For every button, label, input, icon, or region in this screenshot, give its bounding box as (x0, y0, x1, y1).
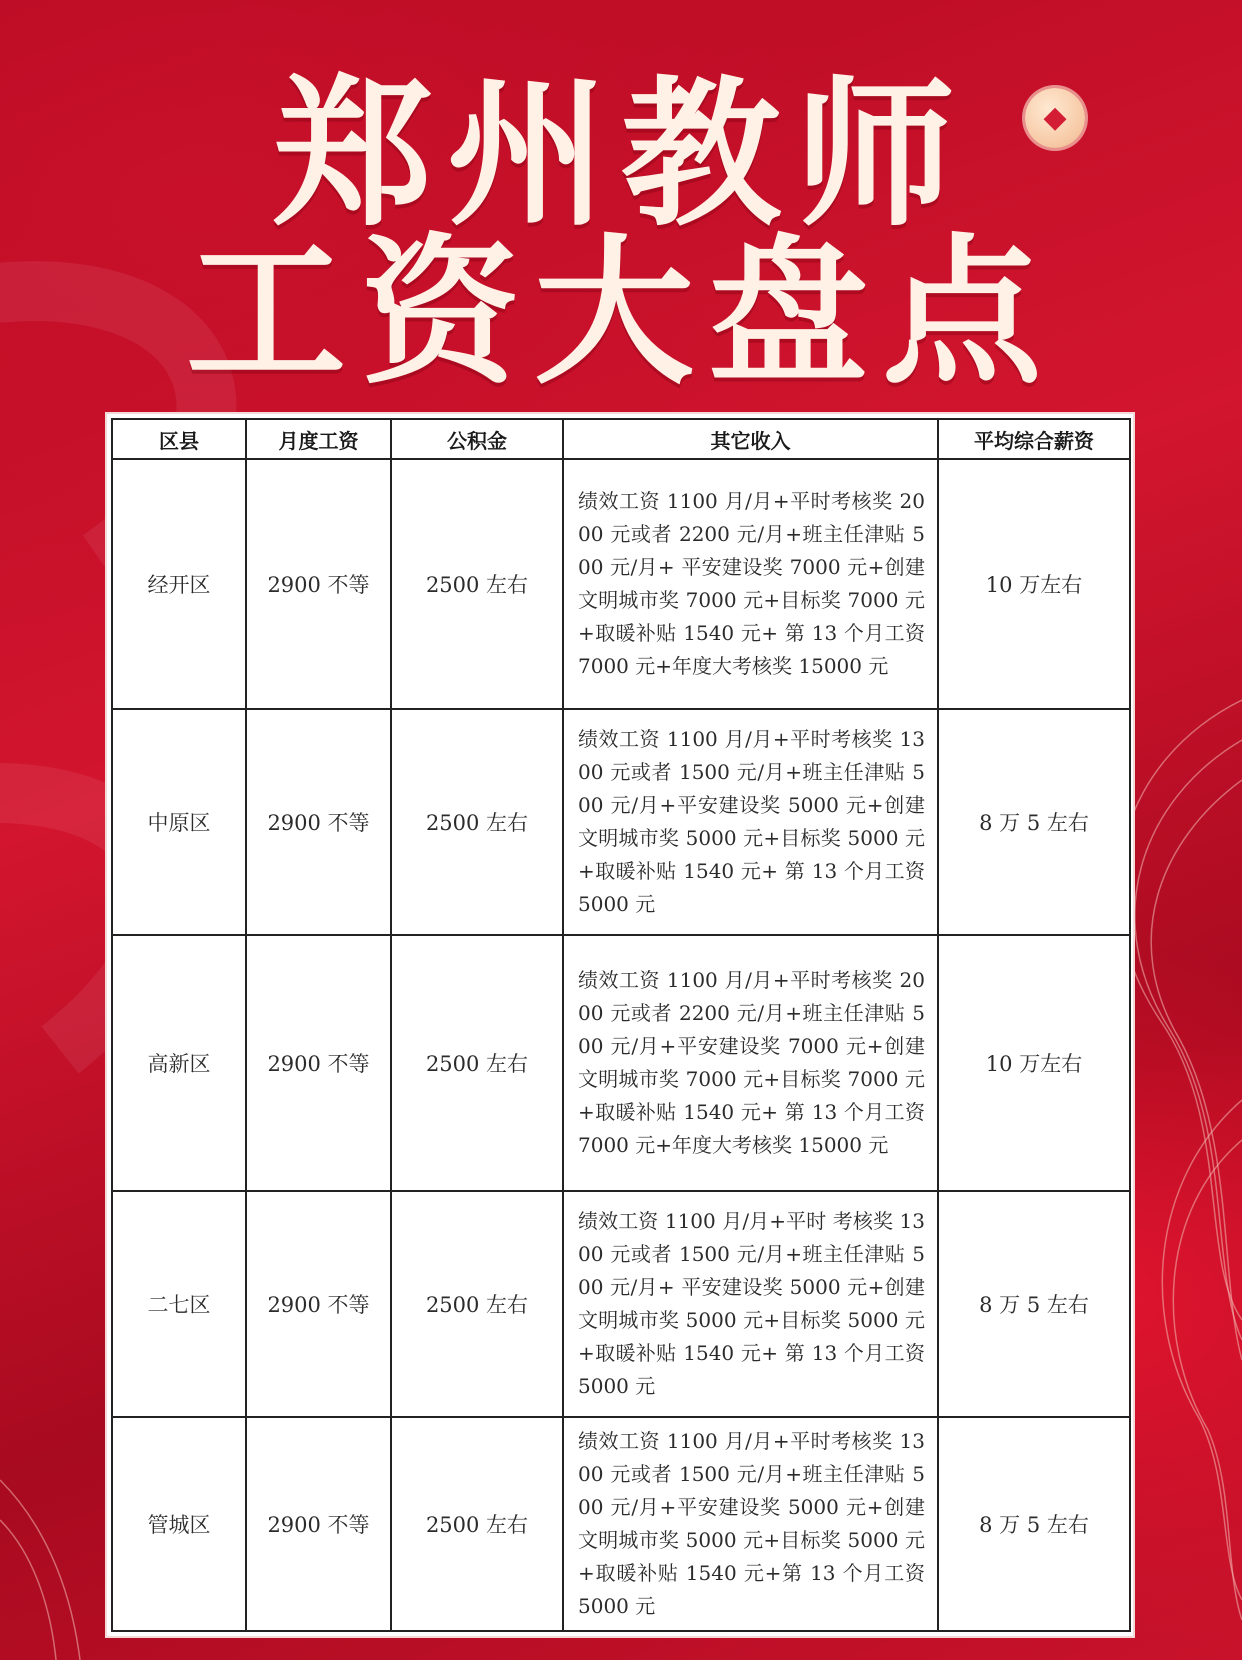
header-housing-fund: 公积金 (391, 419, 563, 459)
table-row (112, 709, 1130, 935)
cell-average-total: 8 万 5 左右 (938, 709, 1130, 935)
page-title-line-1: 郑州教师 (272, 61, 969, 248)
cell-average-total: 10 万左右 (938, 459, 1130, 709)
cell-housing-fund: 2500 左右 (391, 935, 563, 1191)
cell-district: 管城区 (112, 1417, 246, 1631)
cell-housing-fund: 2500 左右 (391, 1191, 563, 1417)
cell-district: 二七区 (112, 1191, 246, 1417)
cell-housing-fund: 2500 左右 (391, 1417, 563, 1631)
table-row (112, 1417, 1130, 1631)
cell-district: 高新区 (112, 935, 246, 1191)
cell-monthly-salary: 2900 不等 (246, 1417, 391, 1631)
header-district: 区县 (112, 419, 246, 459)
cell-district: 中原区 (112, 709, 246, 935)
cell-housing-fund: 2500 左右 (391, 709, 563, 935)
cell-housing-fund: 2500 左右 (391, 459, 563, 709)
table-row (112, 1191, 1130, 1417)
cell-monthly-salary: 2900 不等 (246, 709, 391, 935)
cell-other-income: 绩效工资 1100 月/月+平时考核奖 1300 元或者 1500 元/月+班主任津贴 500 元/月+平安建设奖 5000 元+创建文明城市奖 5000 元+目标奖 5000 元+取暖补贴 1540 元+ 第 13 个月工资 5000 元 (563, 709, 938, 935)
cell-monthly-salary: 2900 不等 (246, 1191, 391, 1417)
header-average-total: 平均综合薪资 (938, 419, 1130, 459)
cell-average-total: 10 万左右 (938, 935, 1130, 1191)
table-row (112, 935, 1130, 1191)
header-monthly-salary: 月度工资 (246, 419, 391, 459)
cell-other-income: 绩效工资 1100 月/月+平时 考核奖 1300 元或者 1500 元/月+班主任津贴 500 元/月+ 平安建设奖 5000 元+创建文明城市奖 5000 元+目标奖 5000 元+取暖补贴 1540 元+ 第 13 个月工资 5000 元 (563, 1191, 938, 1417)
table-row (112, 459, 1130, 709)
cell-average-total: 8 万 5 左右 (938, 1417, 1130, 1631)
cell-other-income: 绩效工资 1100 月/月+平时考核奖 2000 元或者 2200 元/月+班主任津贴 500 元/月+平安建设奖 7000 元+创建文明城市奖 7000 元+目标奖 7000 元+取暖补贴 1540 元+ 第 13 个月工资 7000 元+年度大考核奖 15000 元 (563, 935, 938, 1191)
cell-other-income: 绩效工资 1100 月/月+平时考核奖 2000 元或者 2200 元/月+班主任津贴 500 元/月+ 平安建设奖 7000 元+创建文明城市奖 7000 元+目标奖 7000 元+取暖补贴 1540 元+ 第 13 个月工资 7000 元+年度大考核奖 15000 元 (563, 459, 938, 709)
page-title-line-2: 工资大盘点 (185, 219, 1056, 406)
salary-table (111, 418, 1131, 1632)
cell-district: 经开区 (112, 459, 246, 709)
diamond-coin-icon: ◆ (1025, 88, 1085, 148)
header-other-income: 其它收入 (563, 419, 938, 459)
cell-average-total: 8 万 5 左右 (938, 1191, 1130, 1417)
cell-monthly-salary: 2900 不等 (246, 935, 391, 1191)
salary-sheet (107, 414, 1133, 1636)
cell-monthly-salary: 2900 不等 (246, 459, 391, 709)
cell-other-income: 绩效工资 1100 月/月+平时考核奖 1300 元或者 1500 元/月+班主任津贴 500 元/月+平安建设奖 5000 元+创建文明城市奖 5000 元+目标奖 5000 元+取暖补贴 1540 元+第 13 个月工资 5000 元 (563, 1417, 938, 1631)
table-header-row (112, 419, 1130, 459)
